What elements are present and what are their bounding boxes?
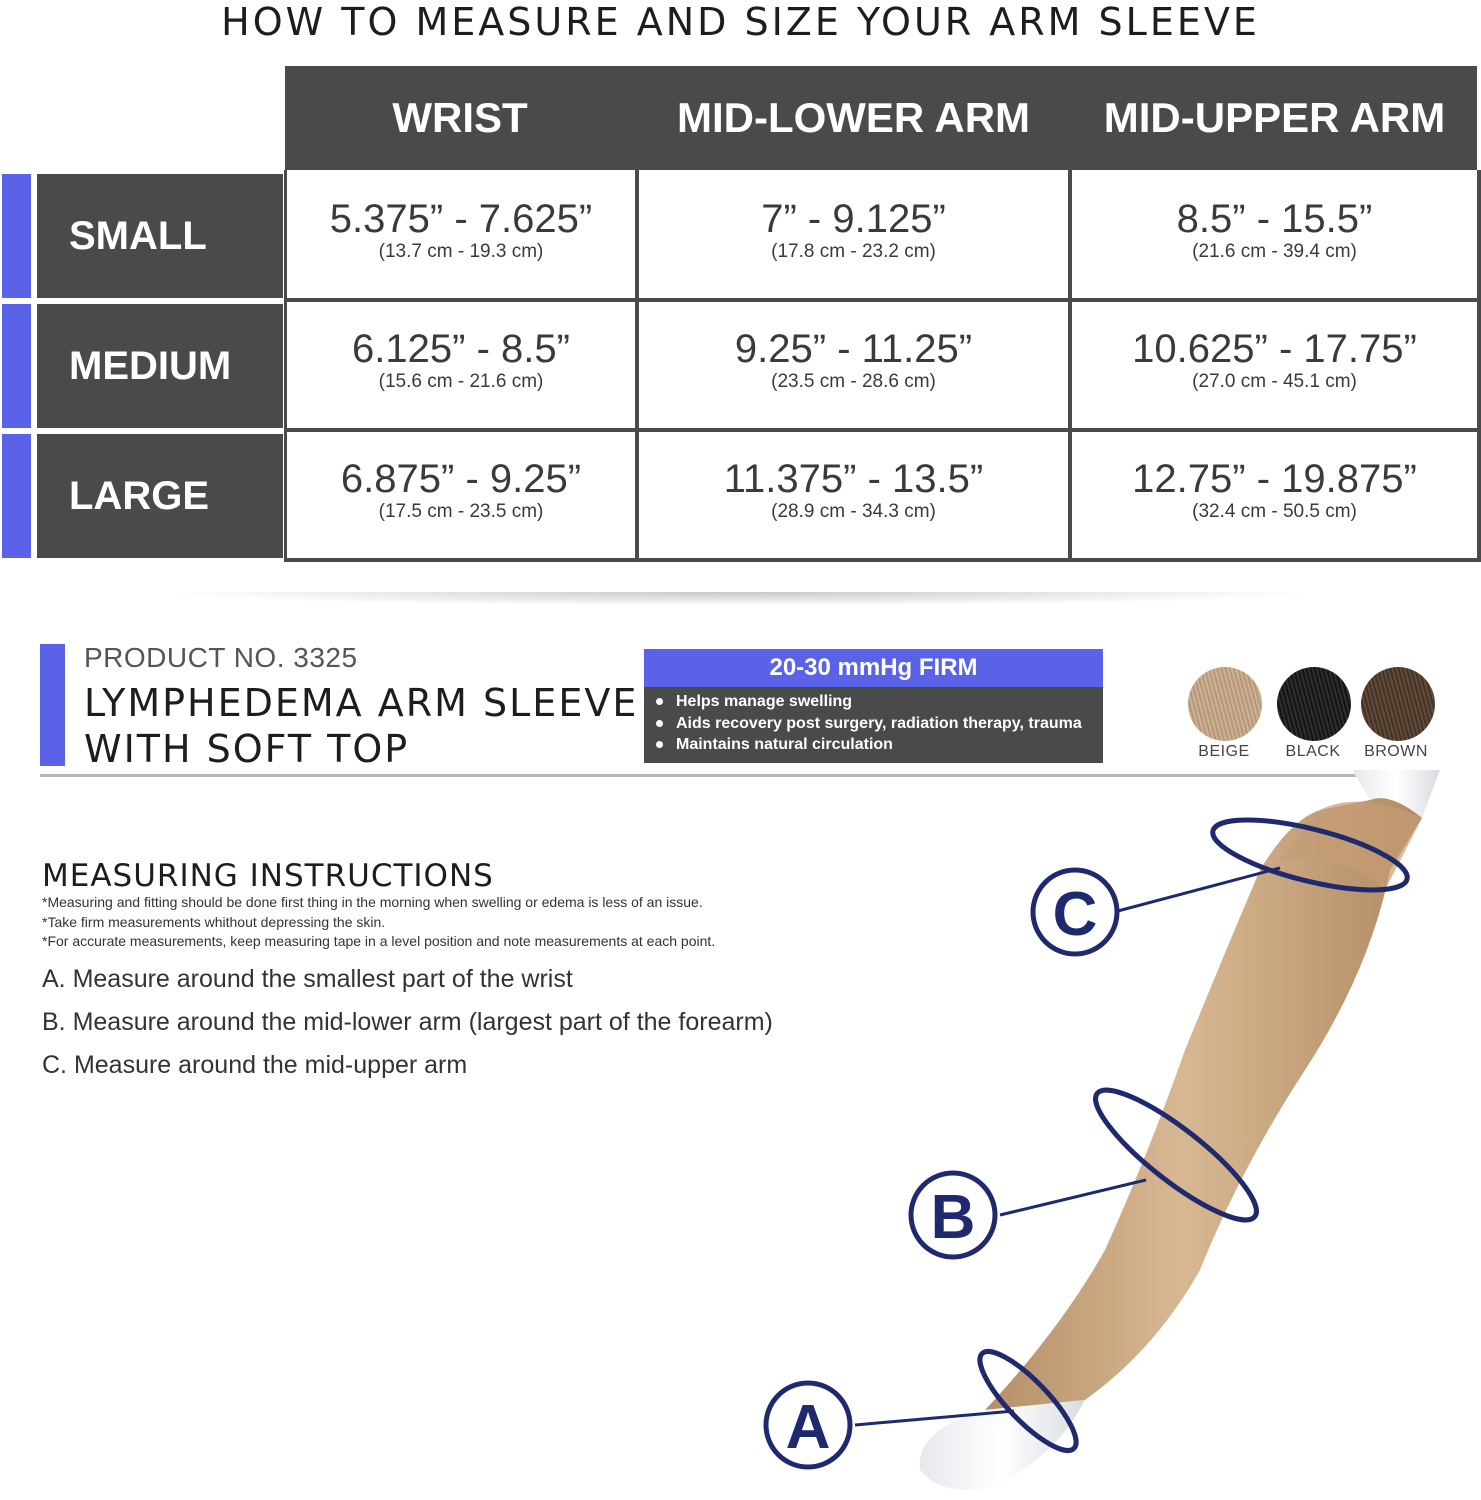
compression-level: 20-30 mmHg FIRM — [644, 649, 1103, 687]
measurement-inch: 9.25” - 11.25” — [734, 327, 973, 371]
row-header-large: LARGE — [37, 434, 283, 558]
grid-line — [1477, 170, 1481, 562]
section-divider — [160, 592, 1320, 606]
marker-b-label: B — [930, 1183, 976, 1252]
feature-text: Maintains natural circulation — [676, 736, 893, 753]
cell-medium-mid-lower-arm — [639, 302, 1068, 430]
row-accent-large — [2, 434, 31, 558]
instructions-title: MEASURING INSTRUCTIONS — [42, 858, 494, 894]
grid-line — [1068, 66, 1072, 562]
feature-text: Helps manage swelling — [676, 693, 853, 710]
cell-large-wrist — [287, 432, 635, 560]
color-label-black: BLACK — [1285, 743, 1341, 760]
instruction-note: *Take firm measurements whithout depressing the skin. — [42, 914, 386, 930]
color-swatch-brown[interactable] — [1361, 667, 1435, 741]
cell-large-mid-upper-arm — [1072, 432, 1477, 560]
cell-small-mid-upper-arm — [1072, 172, 1477, 300]
feature-item — [656, 713, 1082, 735]
measurement-cm: (21.6 cm - 39.4 cm) — [1192, 241, 1357, 262]
measurement-inch: 6.875” - 9.25” — [340, 457, 582, 501]
feature-item — [656, 734, 1082, 756]
cell-medium-wrist — [287, 302, 635, 430]
cell-large-mid-lower-arm — [639, 432, 1068, 560]
marker-c-label: C — [1052, 880, 1098, 949]
row-header-small: SMALL — [37, 174, 283, 298]
marker-a-label: A — [785, 1393, 831, 1462]
measurement-cm: (17.5 cm - 23.5 cm) — [378, 501, 544, 522]
cell-medium-mid-upper-arm — [1072, 302, 1477, 430]
feature-list — [656, 691, 1082, 756]
measurement-inch: 8.5” - 15.5” — [1176, 197, 1373, 241]
row-header-medium: MEDIUM — [37, 304, 283, 428]
measurement-cm: (27.0 cm - 45.1 cm) — [1192, 371, 1357, 392]
measurement-cm: (17.8 cm - 23.2 cm) — [771, 241, 936, 262]
measurement-cm: (15.6 cm - 21.6 cm) — [378, 371, 544, 392]
product-accent-bar — [40, 644, 65, 766]
measurement-inch: 5.375” - 7.625” — [329, 197, 593, 241]
column-header-wrist: WRIST — [285, 66, 635, 170]
column-header-mid-lower-arm: MID-LOWER ARM — [639, 66, 1068, 170]
instruction-note: *For accurate measurements, keep measuring tape in a level position and note measurements at each point. — [42, 933, 716, 949]
grid-line — [284, 428, 1481, 432]
bullet-icon — [656, 698, 663, 705]
measurement-inch: 6.125” - 8.5” — [352, 327, 570, 371]
measurement-inch: 12.75” - 19.875” — [1132, 457, 1417, 501]
feature-text: Aids recovery post surgery, radiation therapy, trauma — [676, 714, 1082, 732]
measurement-inch: 11.375” - 13.5” — [723, 457, 984, 501]
cell-small-mid-lower-arm — [639, 172, 1068, 300]
bullet-icon — [656, 720, 663, 727]
grid-line — [284, 558, 1481, 562]
product-name — [84, 680, 638, 772]
row-accent-medium — [2, 304, 31, 428]
measurement-inch: 7” - 9.125” — [761, 197, 946, 241]
color-swatch-beige[interactable] — [1188, 667, 1262, 741]
measurement-cm: (28.9 cm - 34.3 cm) — [771, 501, 936, 522]
measurement-cm: (32.4 cm - 50.5 cm) — [1192, 501, 1357, 522]
measurement-cm: (13.7 cm - 19.3 cm) — [378, 241, 544, 262]
page-title: HOW TO MEASURE AND SIZE YOUR ARM SLEEVE — [221, 0, 1260, 44]
grid-line — [284, 298, 1481, 302]
instruction-step-c: C. Measure around the mid-upper arm — [42, 1051, 468, 1079]
product-name-line-2: WITH SOFT TOP — [84, 727, 410, 771]
color-label-brown: BROWN — [1364, 743, 1428, 760]
instruction-note: *Measuring and fitting should be done first thing in the morning when swelling or edema is less of an issue. — [42, 894, 703, 910]
product-name-line-1: LYMPHEDEMA ARM SLEEVE — [84, 681, 639, 725]
instruction-step-a: A. Measure around the smallest part of the wrist — [42, 965, 573, 993]
measurement-inch: 10.625” - 17.75” — [1132, 327, 1417, 371]
size-chart-table — [0, 64, 1481, 564]
grid-line — [635, 66, 639, 562]
column-header-mid-upper-arm: MID-UPPER ARM — [1072, 66, 1477, 170]
instruction-step-b: B. Measure around the mid-lower arm (largest part of the forearm) — [42, 1008, 773, 1036]
compression-badge — [644, 649, 1103, 763]
color-label-beige: BEIGE — [1198, 743, 1250, 760]
arm-sleeve-diagram — [760, 770, 1481, 1500]
cell-small-wrist — [287, 172, 635, 300]
grid-line — [284, 170, 287, 562]
bullet-icon — [656, 741, 663, 748]
color-swatch-black[interactable] — [1277, 667, 1351, 741]
product-number: PRODUCT NO. 3325 — [84, 642, 358, 673]
measurement-cm: (23.5 cm - 28.6 cm) — [771, 371, 936, 392]
feature-item — [656, 691, 1082, 713]
row-accent-small — [2, 174, 31, 298]
